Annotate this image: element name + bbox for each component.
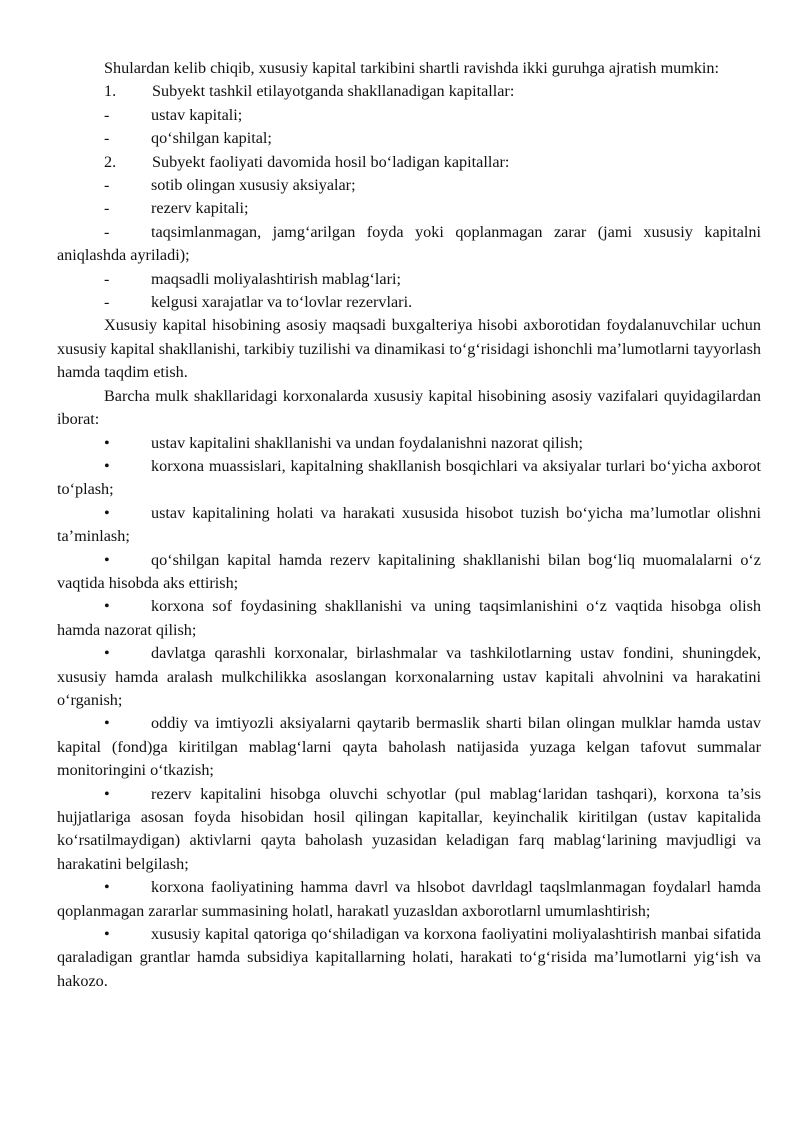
list-item — [57, 712, 761, 782]
tasks-paragraph: Barcha mulk shakllaridagi korxonalarda xususiy kapital hisobining asosiy vazifalari quyidagilardan iborat: — [57, 386, 761, 429]
bullet-marker: • — [104, 644, 110, 663]
bullet-marker: • — [104, 503, 110, 522]
list-marker: - — [104, 199, 110, 218]
bullet-marker: • — [104, 714, 110, 733]
list-item-text: qo‘shilgan kapital hamda rezerv kapitalining shakllanishi bilan bog‘liq muomalalarni o‘z vaqtida hisobda aks ettirish; — [57, 550, 761, 592]
list-item-text: kelgusi xarajatlar va to‘lovlar rezervlari. — [151, 293, 413, 312]
list-item — [57, 291, 761, 314]
document-page — [57, 57, 761, 993]
list-marker: - — [104, 105, 110, 124]
list-item-text: taqsimlanmagan, jamg‘arilgan foyda yoki qoplanmagan zarar (jami xususiy kapitalni aniqlashda ayriladi); — [57, 222, 761, 265]
list-item-text: oddiy va imtiyozli aksiyalarni qaytarib bermaslik sharti bilan olingan mulklar hamda ustav kapital (fond)ga kiritilgan mablag‘larni qayta baholash natijasida yuzaga kelgan tafovut summalar monitoringini o‘tkazish; — [57, 714, 761, 780]
list-item — [57, 642, 761, 712]
list-item — [57, 549, 761, 596]
capital-groups-list — [57, 80, 761, 314]
bullet-marker: • — [104, 784, 110, 803]
list-marker: - — [104, 176, 110, 195]
list-item-text: rezerv kapitali; — [151, 199, 249, 218]
list-item — [57, 595, 761, 642]
list-item — [57, 783, 761, 877]
bullet-marker: • — [104, 925, 110, 944]
list-item — [57, 455, 761, 502]
list-item — [57, 127, 761, 150]
tasks-list — [57, 432, 761, 994]
list-item-text: ustav kapitalining holati va harakati xususida hisobot tuzish bo‘yicha ma’lumotlar olishni ta’minlash; — [57, 503, 761, 546]
list-item — [57, 151, 761, 174]
bullet-marker: • — [104, 878, 110, 897]
list-item-text: davlatga qarashli korxonalar, birlashmalar va tashkilotlarning ustav fondini, shuningdek, xususiy hamda aralash mulkchilikka asoslangan korxonalarning ustav kapitali ahvolnini va harakatini o‘rganish; — [57, 644, 761, 709]
list-marker: 1. — [104, 82, 117, 101]
list-item — [57, 876, 761, 923]
purpose-paragraph: Xususiy kapital hisobining asosiy maqsadi buxgalteriya hisobi axborotidan foydalanuvchilar uchun xususiy kapital shakllanishi, tarkibiy tuzilishi va dinamikasi to‘g‘risidagi ishonchli ma’lumotlarni tayyorlash hamda taqdim etish. — [57, 316, 761, 382]
bullet-marker: • — [104, 433, 110, 452]
list-item-text: maqsadli moliyalashtirish mablag‘lari; — [151, 269, 401, 288]
bullet-marker: • — [104, 456, 110, 475]
list-item — [57, 502, 761, 549]
list-item — [57, 432, 761, 455]
intro-paragraph: Shulardan kelib chiqib, xususiy kapital tarkibini shartli ravishda ikki guruhga ajratish mumkin: — [104, 59, 720, 77]
list-item-text: ustav kapitali; — [151, 105, 243, 124]
list-marker: - — [104, 222, 110, 241]
list-item-text: rezerv kapitalini hisobga oluvchi schyotlar (pul mablag‘laridan tashqari), korxona ta’sis hujjatlariga asosan foyda hisobidan hosil qilingan kapitallar, keyinchalik kiritilgan (ustav kapitalida ko‘rsatilmaydigan) aktivlarni qayta baholash yuzasidan keladigan farq mablag‘larining mavjudligi va harakatini belgilash; — [57, 784, 761, 873]
bullet-marker: • — [104, 550, 110, 569]
list-item-text: qo‘shilgan kapital; — [151, 129, 272, 148]
list-marker: 2. — [104, 152, 117, 171]
list-marker: - — [104, 129, 110, 148]
list-marker: - — [104, 293, 110, 312]
list-item — [57, 174, 761, 197]
list-item — [57, 923, 761, 993]
list-item-text: xususiy kapital qatoriga qo‘shiladigan va korxona faoliyatini moliyalashtirish manbai sifatida qaraladigan grantlar hamda subsidiya kapitallarning holati, harakati to‘g‘risida ma’lumotlarni yig‘ish va hakozo. — [57, 925, 761, 990]
list-item-text: Subyekt faoliyati davomida hosil bo‘ladigan kapitallar: — [152, 152, 510, 171]
list-item-text: Subyekt tashkil etilayotganda shakllanadigan kapitallar: — [152, 82, 515, 101]
list-item-text: korxona sof foydasining shakllanishi va uning taqsimlanishini o‘z vaqtida hisobga olish hamda nazorat qilish; — [57, 597, 761, 639]
list-marker: - — [104, 269, 110, 288]
bullet-marker: • — [104, 597, 110, 616]
list-item-text: sotib olingan xususiy aksiyalar; — [151, 176, 356, 195]
list-item — [57, 197, 761, 220]
list-item-text: korxona muassislari, kapitalning shakllanish bosqichlari va aksiyalar turlari bo‘yicha axborot to‘plash; — [57, 456, 761, 499]
list-item-text: korxona faoliyatining hamma davrl va hlsobot davrldagl taqslmlanmagan foydalarl hamda qoplanmagan zararlar summasining holatl, harakatl yuzasldan axborotlarnl umumlashtirish; — [57, 878, 761, 920]
list-item-text: ustav kapitalini shakllanishi va undan foydalanishni nazorat qilish; — [151, 433, 584, 452]
list-item — [57, 104, 761, 127]
list-item — [57, 221, 761, 268]
list-item — [57, 268, 761, 291]
list-item — [57, 80, 761, 103]
